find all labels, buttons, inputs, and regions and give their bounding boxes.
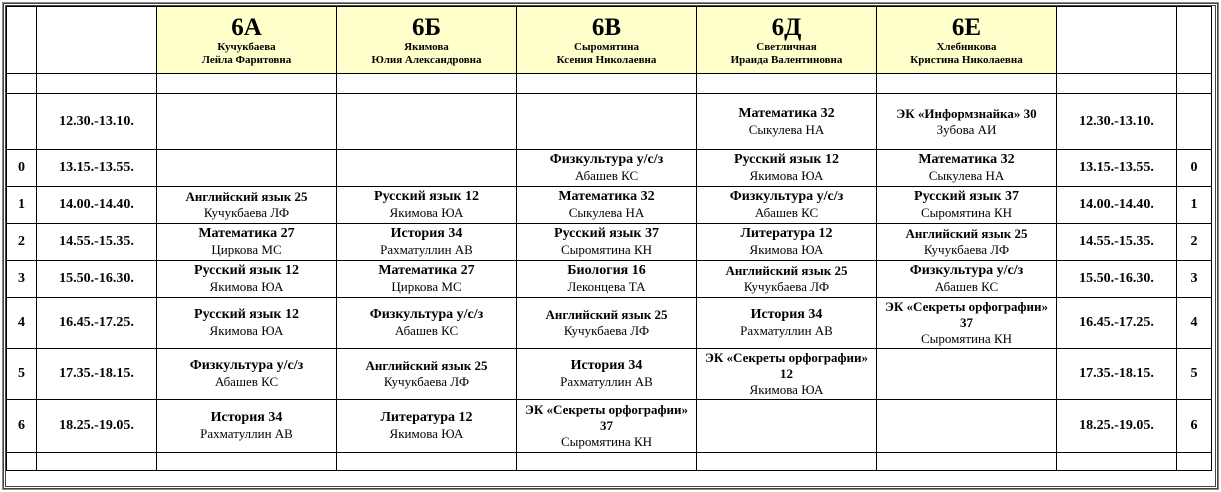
lesson-cell xyxy=(877,187,1057,224)
subject-label: Физкультура у/с/з xyxy=(729,189,844,204)
teacher-label: Сыкулева НА xyxy=(568,205,645,220)
subject-label: Английский язык 25 xyxy=(905,226,1028,241)
lesson-time: 17.35.-18.15. xyxy=(37,349,157,400)
empty-cell xyxy=(337,74,517,94)
lesson-cell xyxy=(337,261,517,298)
subject-label: Физкультура у/с/з xyxy=(369,307,484,322)
schedule-table xyxy=(6,6,1212,471)
class-teacher-last: Хлебникова xyxy=(936,41,997,53)
lesson-cell xyxy=(697,224,877,261)
class-name: 6Б xyxy=(411,14,442,41)
lesson-row xyxy=(7,261,1212,298)
lesson-cell xyxy=(337,150,517,187)
subject-label: Литература 12 xyxy=(740,226,833,241)
lesson-time: 18.25.-19.05. xyxy=(1057,400,1177,453)
subject-label: Математика 27 xyxy=(378,263,475,278)
subject-label: Физкультура у/с/з xyxy=(189,358,304,373)
class-teacher-first: Кристина Николаевна xyxy=(910,54,1023,66)
teacher-label: Сыромятина КН xyxy=(920,205,1013,220)
lesson-number: 5 xyxy=(1177,349,1212,400)
lesson-number: 1 xyxy=(1177,187,1212,224)
lesson-number: 4 xyxy=(7,298,37,349)
class-name: 6Е xyxy=(951,14,982,41)
lesson-number xyxy=(1177,94,1212,150)
teacher-label: Сыромятина КН xyxy=(560,434,653,449)
subject-label: Математика 27 xyxy=(198,226,295,241)
lesson-number: 2 xyxy=(7,224,37,261)
class-header-6b xyxy=(337,7,517,74)
lesson-cell xyxy=(877,150,1057,187)
spacer-row xyxy=(7,453,1212,471)
lesson-cell xyxy=(877,94,1057,150)
subject-label: Физкультура у/с/з xyxy=(549,152,664,167)
lesson-cell xyxy=(517,400,697,453)
lesson-cell xyxy=(157,187,337,224)
lesson-time: 14.55.-15.35. xyxy=(37,224,157,261)
empty-cell xyxy=(877,453,1057,471)
teacher-label: Циркова МС xyxy=(391,279,462,294)
lesson-time: 16.45.-17.25. xyxy=(1057,298,1177,349)
lesson-row xyxy=(7,400,1212,453)
empty-cell xyxy=(37,453,157,471)
subject-label: Русский язык 12 xyxy=(194,307,299,322)
teacher-label: Кучукбаева ЛФ xyxy=(563,323,650,338)
lesson-cell xyxy=(877,224,1057,261)
lesson-number: 6 xyxy=(7,400,37,453)
teacher-label: Абашев КС xyxy=(754,205,819,220)
subject-label: Английский язык 25 xyxy=(545,307,668,322)
lesson-cell xyxy=(157,261,337,298)
lesson-cell xyxy=(877,400,1057,453)
teacher-label: Рахматуллин АВ xyxy=(200,426,293,441)
teacher-label: Якимова ЮА xyxy=(389,205,464,220)
empty-cell xyxy=(157,74,337,94)
empty-cell xyxy=(697,453,877,471)
lesson-number: 1 xyxy=(7,187,37,224)
lesson-cell xyxy=(157,298,337,349)
teacher-label: Кучукбаева ЛФ xyxy=(383,374,470,389)
lesson-time: 14.00.-14.40. xyxy=(1057,187,1177,224)
class-teacher-first: Ксения Николаевна xyxy=(556,54,657,66)
subject-label: ЭК «Секреты орфографии» 12 xyxy=(705,350,868,381)
lesson-number: 2 xyxy=(1177,224,1212,261)
subject-label: Физкультура у/с/з xyxy=(909,263,1024,278)
teacher-label: Якимова ЮА xyxy=(389,426,464,441)
lesson-cell xyxy=(517,298,697,349)
empty-cell xyxy=(337,453,517,471)
class-header-6a xyxy=(157,7,337,74)
teacher-label: Кучукбаева ЛФ xyxy=(743,279,830,294)
lesson-cell xyxy=(517,187,697,224)
spacer-row xyxy=(7,74,1212,94)
empty-cell xyxy=(1057,74,1177,94)
lesson-cell xyxy=(337,349,517,400)
empty-cell xyxy=(7,74,37,94)
teacher-label: Сыкулева НА xyxy=(928,168,1005,183)
teacher-label: Рахматуллин АВ xyxy=(560,374,653,389)
class-teacher-first: Юлия Александровна xyxy=(371,54,482,66)
lesson-time: 15.50.-16.30. xyxy=(37,261,157,298)
lesson-number xyxy=(7,94,37,150)
class-teacher-last: Светличная xyxy=(756,41,817,53)
empty-cell xyxy=(1177,453,1212,471)
class-teacher-first: Ираида Валентиновна xyxy=(730,54,843,66)
subject-label: ЭК «Секреты орфографии» 37 xyxy=(525,402,688,433)
teacher-label: Кучукбаева ЛФ xyxy=(203,205,290,220)
lesson-cell xyxy=(157,224,337,261)
lesson-number: 4 xyxy=(1177,298,1212,349)
class-header-6d xyxy=(697,7,877,74)
lesson-number: 3 xyxy=(1177,261,1212,298)
lesson-time: 13.15.-13.55. xyxy=(1057,150,1177,187)
class-teacher-last: Якимова xyxy=(404,41,449,53)
corner-cell xyxy=(37,7,157,74)
corner-cell xyxy=(1177,7,1212,74)
subject-label: Математика 32 xyxy=(918,152,1015,167)
teacher-label: Абашев КС xyxy=(934,279,999,294)
subject-label: История 34 xyxy=(570,358,643,373)
lesson-cell xyxy=(337,400,517,453)
class-teacher-last: Кучукбаева xyxy=(217,41,276,53)
lesson-row xyxy=(7,224,1212,261)
class-header-6v xyxy=(517,7,697,74)
teacher-label: Циркова МС xyxy=(211,242,282,257)
corner-cell xyxy=(1057,7,1177,74)
lesson-cell xyxy=(517,261,697,298)
empty-cell xyxy=(1057,453,1177,471)
subject-label: Русский язык 37 xyxy=(914,189,1019,204)
teacher-label: Якимова ЮА xyxy=(209,323,284,338)
lesson-cell xyxy=(337,224,517,261)
lesson-time: 18.25.-19.05. xyxy=(37,400,157,453)
lesson-number: 3 xyxy=(7,261,37,298)
lesson-number: 0 xyxy=(7,150,37,187)
lesson-time: 14.55.-15.35. xyxy=(1057,224,1177,261)
subject-label: ЭК «Информзнайка» 30 xyxy=(896,105,1037,121)
teacher-label: Сыромятина КН xyxy=(920,331,1013,346)
lesson-time: 17.35.-18.15. xyxy=(1057,349,1177,400)
lesson-cell xyxy=(877,349,1057,400)
lesson-cell xyxy=(157,150,337,187)
teacher-label: Зубова АИ xyxy=(936,121,997,137)
subject-label: Русский язык 12 xyxy=(194,263,299,278)
lesson-cell xyxy=(337,298,517,349)
lesson-row xyxy=(7,94,1212,150)
teacher-label: Леконцева ТА xyxy=(567,279,646,294)
lesson-row xyxy=(7,298,1212,349)
empty-cell xyxy=(157,453,337,471)
lesson-time: 16.45.-17.25. xyxy=(37,298,157,349)
lesson-time: 12.30.-13.10. xyxy=(1057,94,1177,150)
teacher-label: Сыромятина КН xyxy=(560,242,653,257)
teacher-label: Абашев КС xyxy=(574,168,639,183)
teacher-label: Абашев КС xyxy=(394,323,459,338)
lesson-cell xyxy=(697,349,877,400)
lesson-cell xyxy=(697,298,877,349)
lesson-cell xyxy=(697,94,877,150)
subject-label: Русский язык 12 xyxy=(374,189,479,204)
teacher-label: Сыкулева НА xyxy=(748,121,825,137)
empty-cell xyxy=(877,74,1057,94)
lesson-cell xyxy=(697,187,877,224)
lesson-number: 6 xyxy=(1177,400,1212,453)
lesson-row xyxy=(7,187,1212,224)
teacher-label: Якимова ЮА xyxy=(749,242,824,257)
empty-cell xyxy=(697,74,877,94)
lesson-cell xyxy=(517,150,697,187)
empty-cell xyxy=(37,74,157,94)
lesson-row xyxy=(7,150,1212,187)
subject-label: Математика 32 xyxy=(738,105,835,121)
lesson-number: 5 xyxy=(7,349,37,400)
subject-label: ЭК «Секреты орфографии» 37 xyxy=(885,299,1048,330)
lesson-cell xyxy=(877,261,1057,298)
empty-cell xyxy=(1177,74,1212,94)
lesson-cell xyxy=(157,349,337,400)
subject-label: Английский язык 25 xyxy=(725,263,848,278)
subject-label: История 34 xyxy=(390,226,463,241)
subject-label: Английский язык 25 xyxy=(365,358,488,373)
lesson-cell xyxy=(337,187,517,224)
empty-cell xyxy=(517,74,697,94)
subject-label: История 34 xyxy=(750,307,823,322)
teacher-label: Абашев КС xyxy=(214,374,279,389)
subject-label: Литература 12 xyxy=(380,410,473,425)
class-name: 6В xyxy=(591,14,622,41)
lesson-time: 12.30.-13.10. xyxy=(37,94,157,150)
lesson-cell xyxy=(157,400,337,453)
lesson-time: 15.50.-16.30. xyxy=(1057,261,1177,298)
lesson-time: 14.00.-14.40. xyxy=(37,187,157,224)
lesson-cell xyxy=(157,94,337,150)
subject-label: Русский язык 37 xyxy=(554,226,659,241)
lesson-cell xyxy=(697,400,877,453)
class-header-6e xyxy=(877,7,1057,74)
teacher-label: Рахматуллин АВ xyxy=(740,323,833,338)
teacher-label: Якимова ЮА xyxy=(209,279,284,294)
lesson-time: 13.15.-13.55. xyxy=(37,150,157,187)
teacher-label: Рахматуллин АВ xyxy=(380,242,473,257)
lesson-row xyxy=(7,349,1212,400)
class-name: 6Д xyxy=(771,14,802,41)
teacher-label: Якимова ЮА xyxy=(749,168,824,183)
teacher-label: Кучукбаева ЛФ xyxy=(923,242,1010,257)
lesson-cell xyxy=(697,150,877,187)
subject-label: Английский язык 25 xyxy=(185,189,308,204)
teacher-label: Якимова ЮА xyxy=(749,382,824,397)
lesson-cell xyxy=(697,261,877,298)
class-header-row xyxy=(7,7,1212,74)
class-teacher-first: Лейла Фаритовна xyxy=(201,54,292,66)
class-teacher-last: Сыромятина xyxy=(574,41,639,53)
corner-cell xyxy=(7,7,37,74)
lesson-cell xyxy=(877,298,1057,349)
empty-cell xyxy=(517,453,697,471)
lesson-cell xyxy=(337,94,517,150)
empty-cell xyxy=(7,453,37,471)
lesson-number: 0 xyxy=(1177,150,1212,187)
lesson-cell xyxy=(517,224,697,261)
lesson-cell xyxy=(517,349,697,400)
subject-label: Математика 32 xyxy=(558,189,655,204)
class-name: 6А xyxy=(231,14,262,41)
lesson-cell xyxy=(517,94,697,150)
subject-label: История 34 xyxy=(210,410,283,425)
subject-label: Русский язык 12 xyxy=(734,152,839,167)
subject-label: Биология 16 xyxy=(567,263,646,278)
